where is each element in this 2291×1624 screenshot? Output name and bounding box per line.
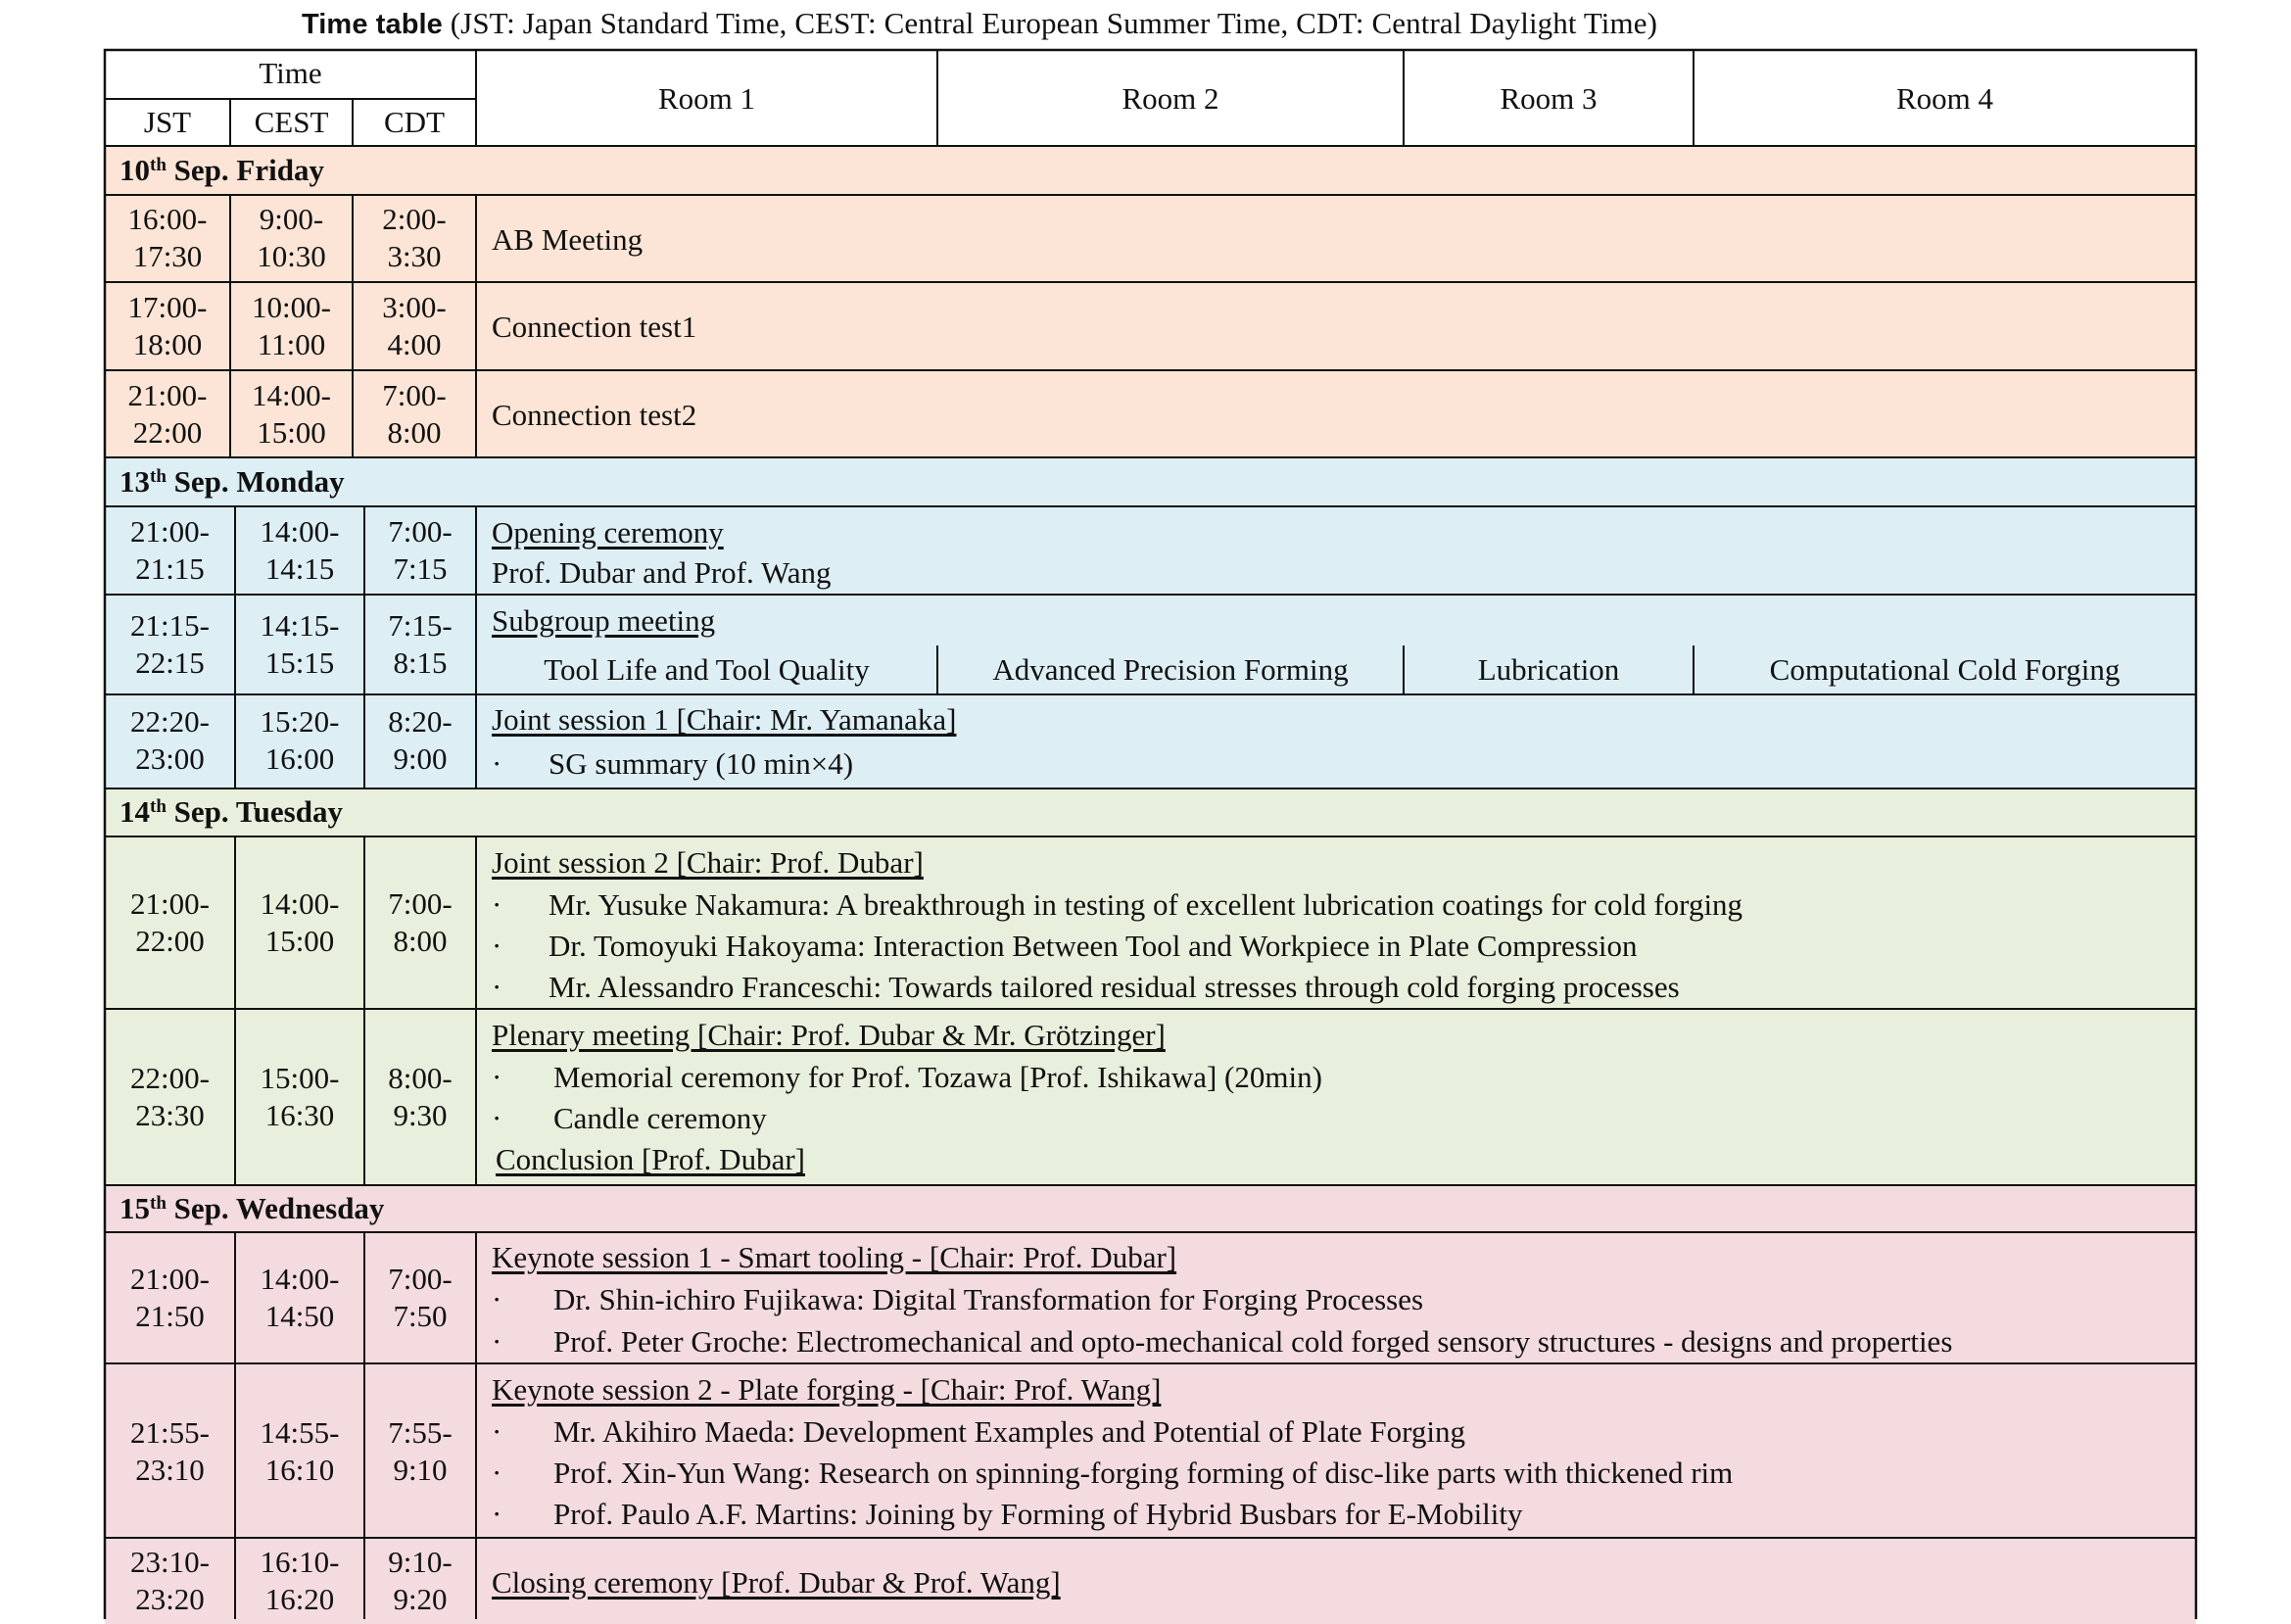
time-cest: 14:15- 15:15: [260, 608, 340, 680]
time-jst: 21:55- 23:10: [130, 1415, 210, 1487]
header-time: Time: [259, 56, 322, 90]
time-jst: 16:00- 17:30: [127, 202, 208, 273]
bullet: ·: [492, 1101, 502, 1135]
bullet: ·: [492, 1414, 502, 1449]
joint-2-item: Mr. Alessandro Franceschi: Towards tailored residual stresses through cold forging processes: [549, 970, 1680, 1004]
opening-ceremony-hosts: Prof. Dubar and Prof. Wang: [492, 555, 832, 590]
day-tuesday: 14th Sep. Tuesday: [119, 794, 343, 829]
subgroup-room-2: Advanced Precision Forming: [992, 652, 1349, 687]
header-room-1: Room 1: [657, 81, 756, 116]
header-cest: CEST: [254, 105, 329, 139]
subgroup-room-3: Lubrication: [1477, 652, 1620, 687]
plenary-item: Memorial ceremony for Prof. Tozawa [Prof. Ishikawa] (20min): [553, 1060, 1322, 1094]
subgroup-room-4: Computational Cold Forging: [1769, 652, 2121, 687]
header-jst: JST: [143, 105, 192, 139]
day-friday: 10th Sep. Friday: [119, 153, 324, 187]
session-connection-test-1: Connection test1: [492, 310, 697, 344]
header-room-2: Room 2: [1122, 81, 1219, 116]
day-wednesday: 15th Sep. Wednesday: [119, 1191, 385, 1225]
time-jst: 23:10- 23:20: [130, 1545, 210, 1616]
time-cest: 14:00- 14:50: [260, 1262, 340, 1333]
bullet: ·: [492, 1324, 502, 1359]
time-cdt: 7:00- 7:15: [388, 514, 453, 586]
bullet: ·: [492, 746, 502, 781]
time-cdt: 8:00- 9:30: [388, 1061, 453, 1132]
keynote-2-item: Prof. Xin-Yun Wang: Research on spinning-forging forming of disc-like parts with thickened rim: [553, 1456, 1734, 1490]
joint-2-item: Mr. Yusuke Nakamura: A breakthrough in testing of excellent lubrication coatings for cold forging: [549, 887, 1743, 922]
header-room-4: Room 4: [1895, 81, 1994, 116]
plenary-conclusion: Conclusion [Prof. Dubar]: [496, 1142, 805, 1176]
session-ab-meeting: AB Meeting: [492, 222, 644, 257]
joint-1-item: SG summary (10 min×4): [549, 746, 854, 781]
title-bold: Time table: [301, 9, 443, 40]
header-cdt: CDT: [384, 105, 445, 139]
session-joint-2: Joint session 2 [Chair: Prof. Dubar]: [492, 845, 924, 880]
time-jst: 21:00- 21:50: [130, 1262, 210, 1333]
time-jst: 21:00- 21:15: [130, 514, 210, 586]
session-plenary: Plenary meeting [Chair: Prof. Dubar & Mr. Grötzinger]: [492, 1018, 1166, 1052]
time-cest: 14:00- 15:00: [260, 886, 340, 958]
bullet: ·: [492, 970, 502, 1004]
bullet: ·: [492, 1060, 502, 1094]
time-cest: 15:00- 16:30: [260, 1061, 340, 1132]
keynote-1-item: Dr. Shin-ichiro Fujikawa: Digital Transformation for Forging Processes: [553, 1282, 1424, 1316]
session-keynote-1: Keynote session 1 - Smart tooling - [Chair: Prof. Dubar]: [492, 1240, 1177, 1274]
time-jst: 21:15- 22:15: [130, 608, 210, 680]
day-monday: 13th Sep. Monday: [119, 464, 345, 499]
time-cdt: 7:00- 7:50: [388, 1262, 453, 1333]
joint-2-item: Dr. Tomoyuki Hakoyama: Interaction Between Tool and Workpiece in Plate Compression: [549, 929, 1638, 963]
session-connection-test-2: Connection test2: [492, 398, 697, 432]
bullet: ·: [492, 1282, 502, 1316]
bullet: ·: [492, 929, 502, 963]
time-cdt: 2:00- 3:30: [382, 202, 447, 273]
bullet: ·: [492, 1456, 502, 1490]
time-cest: 14:55- 16:10: [260, 1415, 340, 1487]
title-rest: (JST: Japan Standard Time, CEST: Central European Summer Time, CDT: Central Daylight Time): [442, 6, 1658, 40]
plenary-item: Candle ceremony: [553, 1101, 767, 1135]
time-cdt: 3:00- 4:00: [382, 290, 447, 361]
time-jst: 21:00- 22:00: [130, 886, 210, 958]
time-cdt: 7:15- 8:15: [388, 608, 453, 680]
time-cdt: 7:55- 9:10: [388, 1415, 453, 1487]
time-jst: 21:00- 22:00: [127, 378, 208, 450]
time-cest: 14:00- 15:00: [252, 378, 331, 450]
time-cest: 10:00- 11:00: [252, 290, 331, 361]
keynote-2-item: Prof. Paulo A.F. Martins: Joining by Forming of Hybrid Busbars for E-Mobility: [553, 1497, 1523, 1531]
session-joint-1: Joint session 1 [Chair: Mr. Yamanaka]: [492, 702, 957, 737]
header-room-3: Room 3: [1500, 81, 1598, 116]
bullet: ·: [492, 1497, 502, 1531]
time-cest: 9:00- 10:30: [257, 202, 326, 273]
page-title: [0, 6, 1959, 41]
time-cdt: 7:00- 8:00: [388, 886, 453, 958]
time-cest: 15:20- 16:00: [260, 704, 340, 776]
time-cdt: 8:20- 9:00: [388, 704, 453, 776]
time-cest: 14:00- 14:15: [260, 514, 340, 586]
subgroup-room-1: Tool Life and Tool Quality: [544, 652, 870, 687]
bullet: ·: [492, 887, 502, 922]
keynote-2-item: Mr. Akihiro Maeda: Development Examples and Potential of Plate Forging: [553, 1414, 1465, 1449]
time-jst: 22:20- 23:00: [130, 704, 210, 776]
session-subgroup-meeting: Subgroup meeting: [492, 603, 716, 638]
session-opening-ceremony: Opening ceremony: [492, 515, 724, 549]
session-keynote-2: Keynote session 2 - Plate forging - [Chair: Prof. Wang]: [492, 1372, 1162, 1407]
keynote-1-item: Prof. Peter Groche: Electromechanical and opto-mechanical cold forged sensory structures - designs and properties: [553, 1324, 1953, 1359]
time-cdt: 7:00- 8:00: [382, 378, 447, 450]
time-cdt: 9:10- 9:20: [388, 1545, 453, 1616]
session-closing-ceremony: Closing ceremony [Prof. Dubar & Prof. Wang]: [492, 1565, 1061, 1600]
time-cest: 16:10- 16:20: [260, 1545, 340, 1616]
time-jst: 17:00- 18:00: [127, 290, 208, 361]
time-jst: 22:00- 23:30: [130, 1061, 210, 1132]
